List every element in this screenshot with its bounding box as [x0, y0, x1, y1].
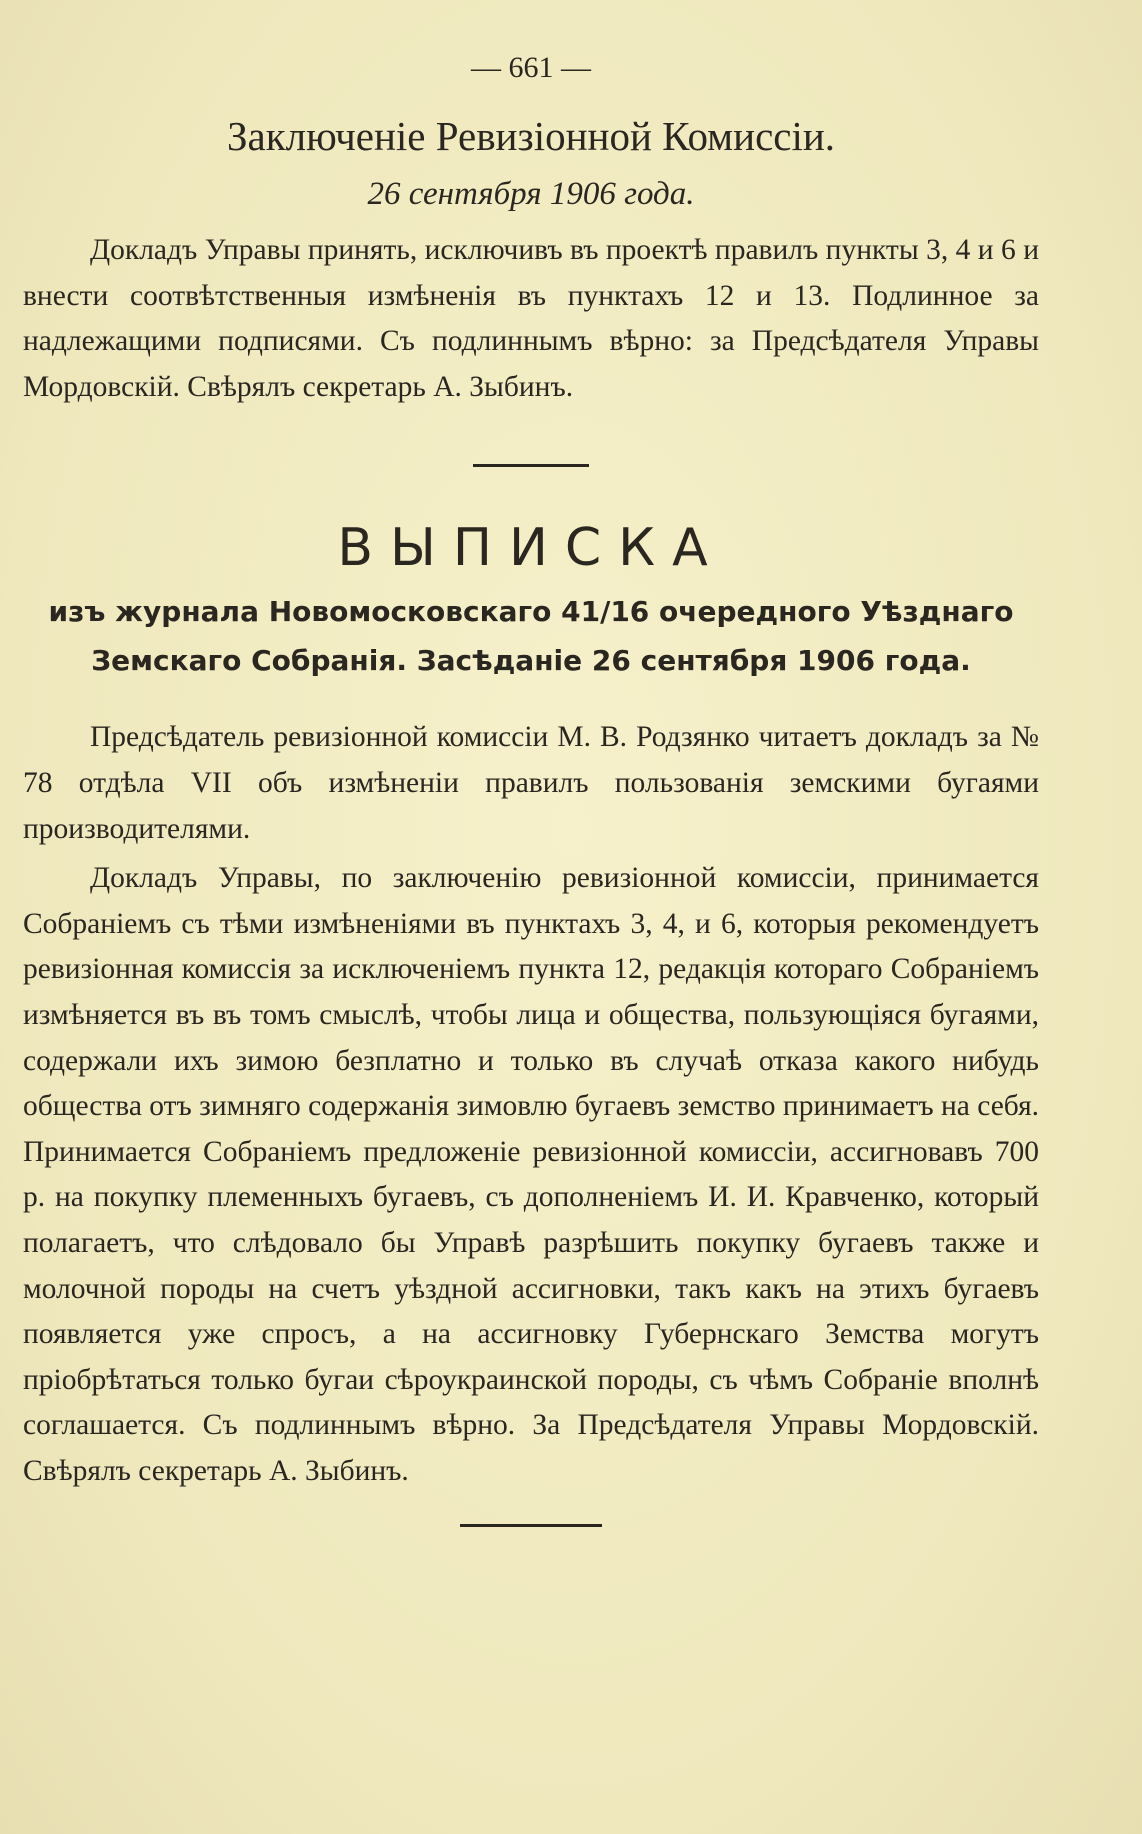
extract-paragraph: Предсѣдатель ревизіонной комиссіи М. В. Родзянко читаетъ докладъ за № 78 отдѣла VII объ измѣненіи правилъ пользованія земскими бугаями производителями. [23, 721, 1039, 845]
section-divider [473, 464, 589, 467]
section-date: 26 сентября 1906 года. [367, 176, 695, 212]
section-title: Заключеніе Ревизіонной Комиссіи. [226, 113, 836, 159]
extract-subheading: изъ журнала Новомосковскаго 41/16 очередного Уѣзднаго Земскаго Собранія. Засѣданіе 26 сентября 1906 года. [48, 595, 1014, 678]
extract-paragraph: Докладъ Управы, по заключенію ревизіонной комиссіи, принимается Собраніемъ съ тѣми измѣненіями въ пунктахъ 3, 4, и 6, которыя рекомендуетъ ревизіонная комиссія за исключеніемъ пункта 12, редакція котораго Собраніемъ измѣняется въ въ томъ смыслѣ, чтобы лица и общества, пользующіяся бугаями, содержали ихъ зимою безплатно и только въ случаѣ отказа какого нибудь общества отъ зимняго содержанія зимовлю бугаевъ земство принимаетъ на себя. Принимается Собраніемъ предложеніе ревизіонной комиссіи, ассигновавъ 700 р. на покупку племенныхъ бугаевъ, съ дополненіемъ И. И. Кравченко, который полагаетъ, что слѣдовало бы Управѣ разрѣшить покупку бугаевъ также и молочной породы на счетъ уѣздной ассигновки, такъ какъ на этихъ бугаевъ появляется уже спросъ, а на ассигновку Губернскаго Земства могутъ пріобрѣтаться только бугаи сѣроукраинской породы, съ чѣмъ Собраніе вполнѣ соглашается. Съ подлиннымъ вѣрно. За Предсѣдателя Управы Мордовскій. Свѣрялъ секретарь А. Зыбинъ. [23, 862, 1040, 1487]
extract-heading: ВЫПИСКА [337, 518, 725, 579]
page-number: — 661 — [471, 51, 591, 84]
end-divider [460, 1524, 602, 1527]
commission-conclusion-text: Докладъ Управы принять, исключивъ въ проектѣ правилъ пункты 3, 4 и 6 и внести соотвѣтственныя измѣненія въ пунктахъ 12 и 13. Подлинное за надлежащими подписями. Съ подлиннымъ вѣрно: за Предсѣдателя Управы Мордовскій. Свѣрялъ секретарь А. Зыбинъ. [23, 234, 1039, 403]
